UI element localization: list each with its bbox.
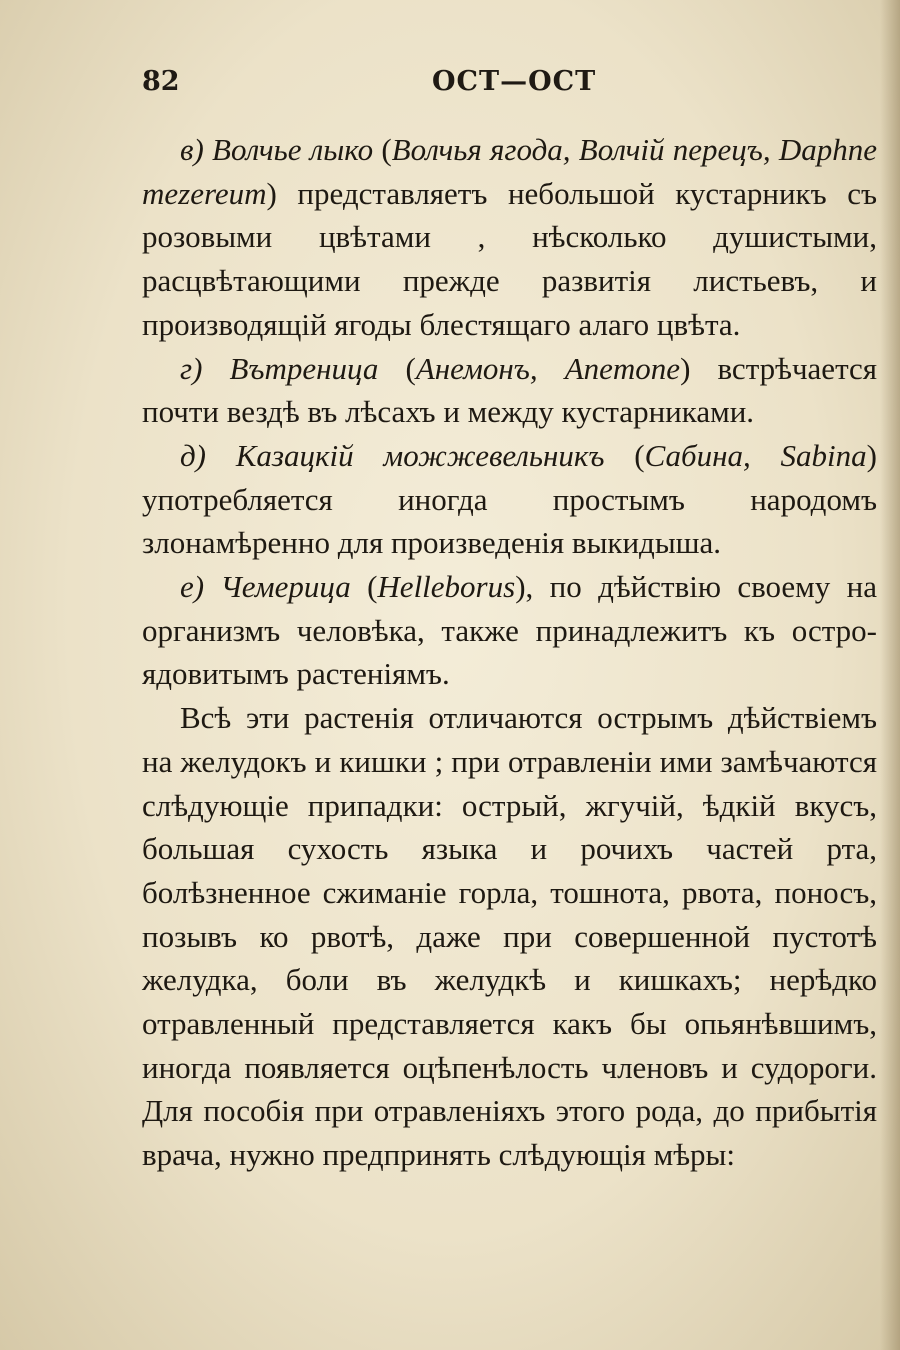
paren-open: ( <box>350 569 378 605</box>
list-marker: г) <box>180 350 203 386</box>
body-text <box>142 128 877 1177</box>
paren-close: ) <box>266 175 277 211</box>
paren-open: ( <box>378 350 416 386</box>
paragraph-g <box>142 347 877 434</box>
page-number: 82 <box>142 66 180 97</box>
running-head <box>142 66 877 106</box>
paragraph-e <box>142 565 877 696</box>
paragraph-text: встрѣчается почти вездѣ въ лѣсахъ и между кустарниками. <box>142 350 878 430</box>
paragraph-d <box>142 434 877 565</box>
list-marker: е) <box>180 569 205 605</box>
plant-name: Казацкій можжевельникъ <box>235 437 605 473</box>
plant-name: Волчье лыко <box>212 132 374 167</box>
page-edge-shadow <box>880 0 900 1350</box>
paragraph-text: представляетъ небольшой кустарникъ съ розовыми цвѣтами , нѣсколько душистыми, расцвѣтающими прежде развитія листьевъ, и производящій ягоды блестящаго алаго цвѣта. <box>142 175 877 342</box>
list-marker: д) <box>180 437 207 473</box>
plant-synonyms: Helleborus <box>377 569 516 605</box>
paragraph-text: , по дѣйствію своему на организмъ человѣка, также принадлежитъ къ остро-ядовитымъ растеніямъ. <box>142 569 877 692</box>
plant-name: Вътреница <box>229 350 379 386</box>
paragraph-v <box>142 128 877 347</box>
plant-synonyms: Сабина, Sabina <box>644 437 867 473</box>
plant-name: Чемерица <box>220 569 351 605</box>
paren-close: ) <box>515 569 526 605</box>
paren-open: ( <box>373 132 392 167</box>
running-title: ОСТ—ОСТ <box>432 66 597 97</box>
paren-close: ) <box>866 437 877 473</box>
list-marker: в) <box>180 132 204 167</box>
plant-synonyms: Анемонъ, Anemone <box>415 350 681 386</box>
paragraph-text: употребляется иногда простымъ народомъ злонамѣренно для произведенія выкидыша. <box>142 481 877 561</box>
plant-synonyms: Волчья ягода, Волчій перецъ, Daphne mezereum <box>142 132 878 211</box>
paren-close: ) <box>680 350 691 386</box>
paren-open: ( <box>604 437 645 473</box>
closing-paragraph: Всѣ эти растенія отличаются острымъ дѣйствіемъ на желудокъ и кишки ; при отравленіи ими замѣчаются слѣдующіе припадки: острый, жгучій, ѣдкій вкусъ, большая сухость языка и рочихъ частей рта, болѣзненное сжиманіе горла, тошнота, рвота, поносъ, позывъ ко рвотѣ, даже при совершенной пустотѣ желудка, боли въ желудкѣ и кишкахъ; нерѣдко отравленный представляется какъ бы опьянѣвшимъ, иногда появляется оцѣпенѣлость членовъ и судороги. Для пособія при отравленіяхъ этого рода, до прибытія врача, нужно предпринять слѣдующія мѣры: <box>142 700 877 1173</box>
